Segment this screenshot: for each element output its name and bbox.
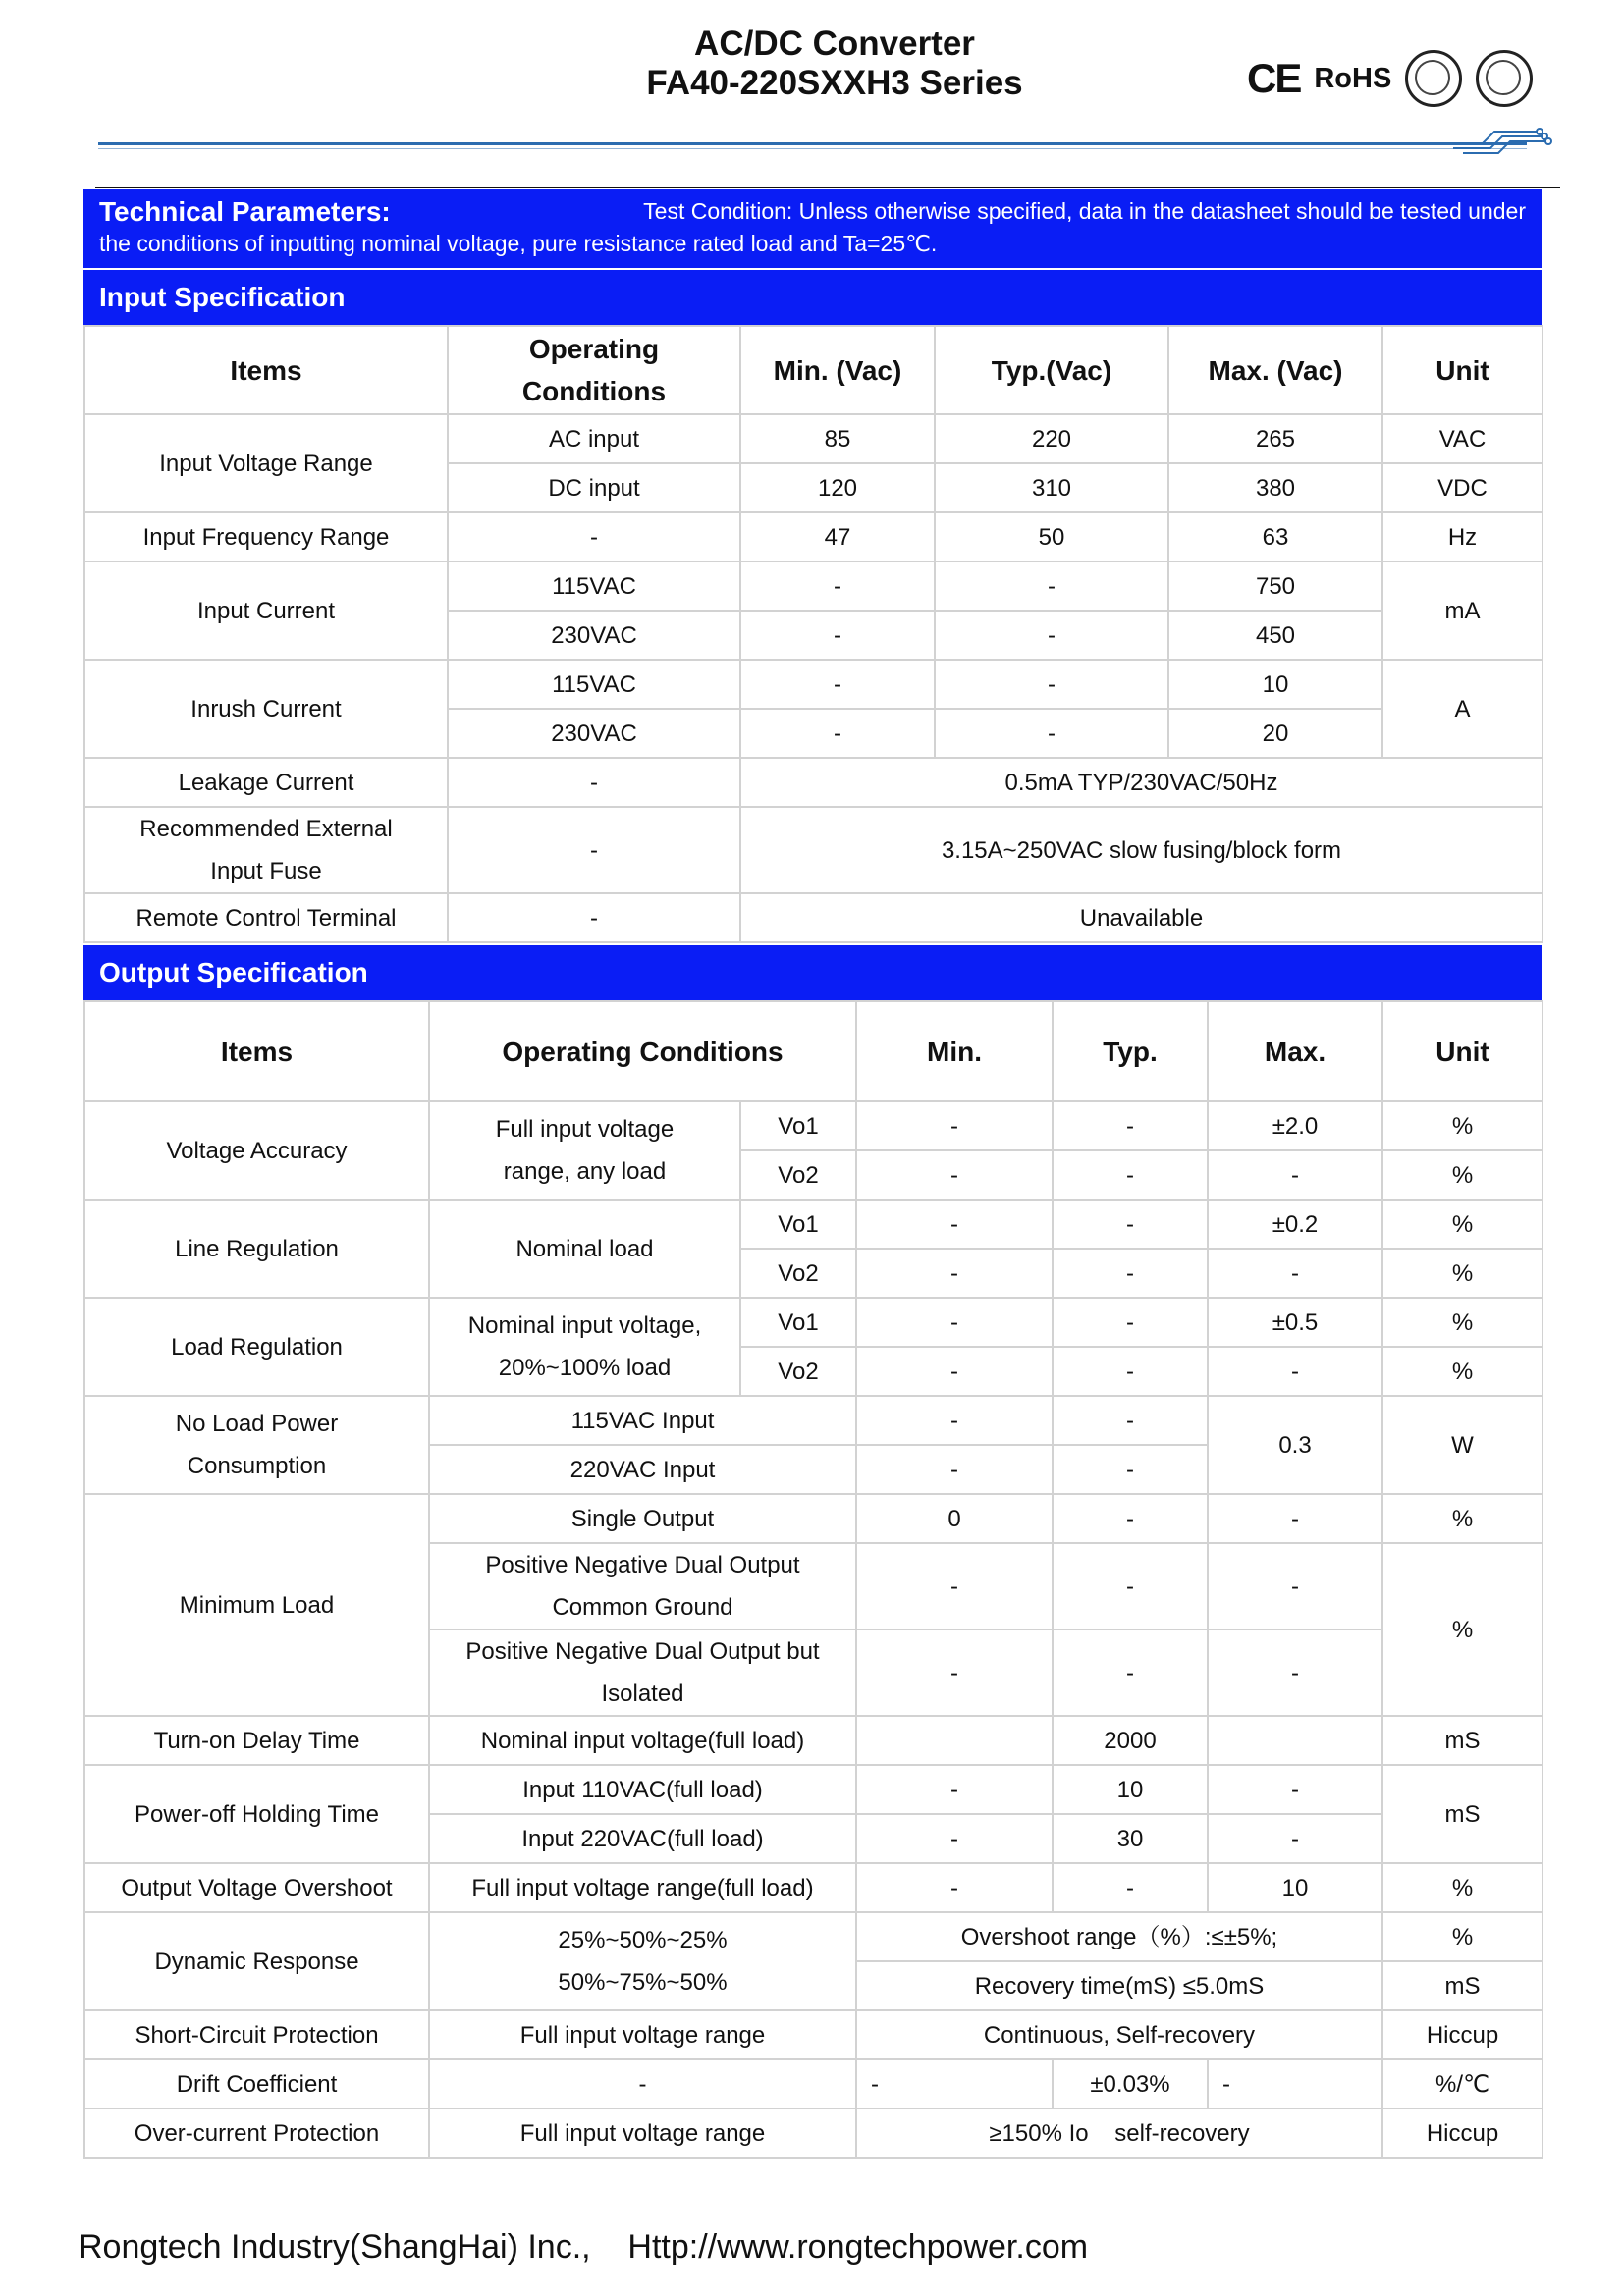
header-unit: Unit <box>1382 1001 1543 1101</box>
cell: 380 <box>1168 463 1382 512</box>
item-label: Load Regulation <box>84 1298 429 1396</box>
item-label: Power-off Holding Time <box>84 1765 429 1863</box>
iso-seal-icon <box>1405 50 1462 107</box>
cell: % <box>1382 1543 1543 1716</box>
table-row <box>84 2010 1543 2059</box>
item-label: Inrush Current <box>84 660 448 758</box>
input-spec-table <box>83 325 1543 943</box>
item-label: Over-current Protection <box>84 2109 429 2158</box>
title-line-2: FA40-220SXXH3 Series <box>646 64 1023 102</box>
cell: Positive Negative Dual Output Common Ground <box>429 1543 856 1629</box>
datasheet-body <box>83 189 1542 2159</box>
header-typ: Typ. <box>1053 1001 1208 1101</box>
cell: 220 <box>935 414 1168 463</box>
output-section-title: Output Specification <box>83 945 1542 1000</box>
cell: - <box>856 1347 1053 1396</box>
header-black-rule <box>95 187 1560 188</box>
header-rule-thin <box>98 148 1527 149</box>
cell: - <box>856 1629 1053 1716</box>
cell: Overshoot range（%）:≤±5%; <box>856 1912 1382 1961</box>
cell: Vo2 <box>740 1347 856 1396</box>
item-label: Recommended External Input Fuse <box>84 807 448 893</box>
cell: % <box>1382 1298 1543 1347</box>
cell: 115VAC Input <box>429 1396 856 1445</box>
cell: A <box>1382 660 1543 758</box>
cell: - <box>448 893 740 942</box>
cell: % <box>1382 1101 1543 1150</box>
cell: 0.5mA TYP/230VAC/50Hz <box>740 758 1543 807</box>
item-label: Short-Circuit Protection <box>84 2010 429 2059</box>
cell: ±0.03% <box>1053 2059 1208 2109</box>
table-row <box>84 414 1543 463</box>
cell: 265 <box>1168 414 1382 463</box>
item-label: Output Voltage Overshoot <box>84 1863 429 1912</box>
cell: - <box>935 660 1168 709</box>
cell: 310 <box>935 463 1168 512</box>
cell: - <box>856 2059 1053 2109</box>
table-row <box>84 1765 1543 1814</box>
table-row <box>84 512 1543 561</box>
cell: - <box>429 2059 856 2109</box>
table-row <box>84 1101 1543 1150</box>
cell: Vo1 <box>740 1200 856 1249</box>
cell: - <box>856 1765 1053 1814</box>
table-row <box>84 1200 1543 1249</box>
cell: 30 <box>1053 1814 1208 1863</box>
cell: % <box>1382 1347 1543 1396</box>
cell: - <box>1053 1298 1208 1347</box>
document-title <box>589 25 1080 103</box>
cell: 115VAC <box>448 561 740 611</box>
cell: Nominal input voltage(full load) <box>429 1716 856 1765</box>
technical-parameters-heading: Technical Parameters: <box>99 196 391 227</box>
cell: 85 <box>740 414 935 463</box>
cell: Full input voltage range, any load <box>429 1101 740 1200</box>
cell: - <box>856 1814 1053 1863</box>
cell: mS <box>1382 1716 1543 1765</box>
item-label: Input Current <box>84 561 448 660</box>
item-label: Voltage Accuracy <box>84 1101 429 1200</box>
cell: - <box>856 1101 1053 1150</box>
cell: 2000 <box>1053 1716 1208 1765</box>
cell: - <box>856 1298 1053 1347</box>
cell: - <box>740 611 935 660</box>
cell: 120 <box>740 463 935 512</box>
title-line-1: AC/DC Converter <box>694 25 975 63</box>
cell: Vo2 <box>740 1249 856 1298</box>
page-header <box>0 0 1624 191</box>
technical-parameters-banner <box>83 189 1542 268</box>
cell: - <box>448 758 740 807</box>
cell: - <box>1053 1200 1208 1249</box>
cell: 47 <box>740 512 935 561</box>
cell: - <box>1053 1543 1208 1629</box>
cell: - <box>1053 1150 1208 1200</box>
cell: - <box>1053 1249 1208 1298</box>
table-header-row <box>84 1001 1543 1101</box>
item-label: No Load Power Consumption <box>84 1396 429 1494</box>
cell: - <box>935 611 1168 660</box>
header-items: Items <box>84 1001 429 1101</box>
cell: - <box>1053 1347 1208 1396</box>
cell: ±2.0 <box>1208 1101 1382 1150</box>
cell: % <box>1382 1863 1543 1912</box>
cell: Single Output <box>429 1494 856 1543</box>
cell: - <box>740 709 935 758</box>
cell: Recovery time(mS) ≤5.0mS <box>856 1961 1382 2010</box>
cell: - <box>1053 1101 1208 1150</box>
cell: 450 <box>1168 611 1382 660</box>
cell: Hiccup <box>1382 2109 1543 2158</box>
website-link[interactable]: Http://www.rongtechpower.com <box>627 2228 1089 2266</box>
cell: Full input voltage range <box>429 2010 856 2059</box>
cell: - <box>1208 1150 1382 1200</box>
table-row <box>84 2109 1543 2158</box>
cell: % <box>1382 1912 1543 1961</box>
cell: % <box>1382 1494 1543 1543</box>
table-row <box>84 2059 1543 2109</box>
header-rule <box>98 142 1527 145</box>
cell: 3.15A~250VAC slow fusing/block form <box>740 807 1543 893</box>
output-spec-table <box>83 1000 1543 2159</box>
item-label: Line Regulation <box>84 1200 429 1298</box>
item-label: Minimum Load <box>84 1494 429 1716</box>
cell: - <box>856 1396 1053 1445</box>
table-row <box>84 660 1543 709</box>
company-name: Rongtech Industry(ShangHai) Inc., <box>79 2228 591 2266</box>
table-row <box>84 1494 1543 1543</box>
cell: Vo1 <box>740 1101 856 1150</box>
table-row <box>84 758 1543 807</box>
cell: - <box>1208 1765 1382 1814</box>
cell: 230VAC <box>448 611 740 660</box>
cell: - <box>1208 1629 1382 1716</box>
cell: 10 <box>1053 1765 1208 1814</box>
cell: mS <box>1382 1765 1543 1863</box>
cell: - <box>1053 1494 1208 1543</box>
cell: - <box>1208 1814 1382 1863</box>
cell: - <box>1208 1543 1382 1629</box>
page-footer <box>79 2228 1088 2267</box>
header-items: Items <box>84 326 448 414</box>
cell: 25%~50%~25% 50%~75%~50% <box>429 1912 856 2010</box>
quality-seal-icon <box>1476 50 1533 107</box>
table-row <box>84 1396 1543 1445</box>
item-label: Leakage Current <box>84 758 448 807</box>
header-max: Max. (Vac) <box>1168 326 1382 414</box>
cell: Full input voltage range(full load) <box>429 1863 856 1912</box>
header-min: Min. (Vac) <box>740 326 935 414</box>
header-max: Max. <box>1208 1001 1382 1101</box>
cell: VAC <box>1382 414 1543 463</box>
cell: - <box>1208 1347 1382 1396</box>
cell: 0.3 <box>1208 1396 1382 1494</box>
cell: - <box>856 1249 1053 1298</box>
cell: 0 <box>856 1494 1053 1543</box>
cell: ±0.2 <box>1208 1200 1382 1249</box>
cell: - <box>1053 1629 1208 1716</box>
test-condition-line-2: the conditions of inputting nominal voltage, pure resistance rated load and Ta=25℃. <box>99 231 938 256</box>
cell: - <box>740 660 935 709</box>
cell: 10 <box>1168 660 1382 709</box>
table-row <box>84 1912 1543 1961</box>
cell: DC input <box>448 463 740 512</box>
cell <box>1208 1716 1382 1765</box>
cell: % <box>1382 1150 1543 1200</box>
cell: AC input <box>448 414 740 463</box>
table-header-row <box>84 326 1543 414</box>
cell: - <box>1208 2059 1382 2109</box>
cell: Nominal load <box>429 1200 740 1298</box>
table-row <box>84 807 1543 893</box>
cell: - <box>856 1200 1053 1249</box>
cell: Full input voltage range <box>429 2109 856 2158</box>
cell: Vo1 <box>740 1298 856 1347</box>
table-row <box>84 893 1543 942</box>
cell: % <box>1382 1249 1543 1298</box>
cell: ±0.5 <box>1208 1298 1382 1347</box>
ce-mark: CE <box>1247 55 1301 101</box>
cell: Input 110VAC(full load) <box>429 1765 856 1814</box>
item-label: Remote Control Terminal <box>84 893 448 942</box>
cell: Vo2 <box>740 1150 856 1200</box>
item-label: Turn-on Delay Time <box>84 1716 429 1765</box>
cell: 63 <box>1168 512 1382 561</box>
cell: Input 220VAC(full load) <box>429 1814 856 1863</box>
header-conditions: Operating Conditions <box>448 326 740 414</box>
circuit-trace-icon <box>1443 116 1561 155</box>
cell: Nominal input voltage, 20%~100% load <box>429 1298 740 1396</box>
cell: % <box>1382 1200 1543 1249</box>
cell: 220VAC Input <box>429 1445 856 1494</box>
cell: - <box>935 709 1168 758</box>
cell: - <box>856 1543 1053 1629</box>
header-typ: Typ.(Vac) <box>935 326 1168 414</box>
cell: - <box>856 1863 1053 1912</box>
cell: mS <box>1382 1961 1543 2010</box>
cell: - <box>856 1445 1053 1494</box>
table-row <box>84 1298 1543 1347</box>
table-row <box>84 1716 1543 1765</box>
cell: VDC <box>1382 463 1543 512</box>
cell: 750 <box>1168 561 1382 611</box>
item-label: Drift Coefficient <box>84 2059 429 2109</box>
cell: - <box>1053 1396 1208 1445</box>
cell: 50 <box>935 512 1168 561</box>
header-min: Min. <box>856 1001 1053 1101</box>
cell: 10 <box>1208 1863 1382 1912</box>
cell: 230VAC <box>448 709 740 758</box>
cell: - <box>448 512 740 561</box>
table-row <box>84 1863 1543 1912</box>
cell: mA <box>1382 561 1543 660</box>
cell: Unavailable <box>740 893 1543 942</box>
rohs-mark: RoHS <box>1314 62 1392 94</box>
cell: - <box>448 807 740 893</box>
cell: Hiccup <box>1382 2010 1543 2059</box>
header-unit: Unit <box>1382 326 1543 414</box>
cell: W <box>1382 1396 1543 1494</box>
cell: Positive Negative Dual Output but Isolated <box>429 1629 856 1716</box>
cell: - <box>740 561 935 611</box>
table-row <box>84 561 1543 611</box>
cell: - <box>1208 1249 1382 1298</box>
certification-logos <box>1247 49 1533 108</box>
cell: - <box>856 1150 1053 1200</box>
input-section-title: Input Specification <box>83 270 1542 325</box>
cell: 115VAC <box>448 660 740 709</box>
item-label: Dynamic Response <box>84 1912 429 2010</box>
cell: Continuous, Self-recovery <box>856 2010 1382 2059</box>
cell: - <box>1053 1445 1208 1494</box>
cell <box>856 1716 1053 1765</box>
test-condition-line-1: Test Condition: Unless otherwise specified, data in the datasheet should be tested under <box>643 198 1526 224</box>
cell: ≥150% Io self-recovery <box>856 2109 1382 2158</box>
cell: - <box>1053 1863 1208 1912</box>
header-conditions: Operating Conditions <box>429 1001 856 1101</box>
cell: - <box>1208 1494 1382 1543</box>
item-label: Input Voltage Range <box>84 414 448 512</box>
cell: - <box>935 561 1168 611</box>
cell: %/℃ <box>1382 2059 1543 2109</box>
item-label: Input Frequency Range <box>84 512 448 561</box>
cell: 20 <box>1168 709 1382 758</box>
cell: Hz <box>1382 512 1543 561</box>
